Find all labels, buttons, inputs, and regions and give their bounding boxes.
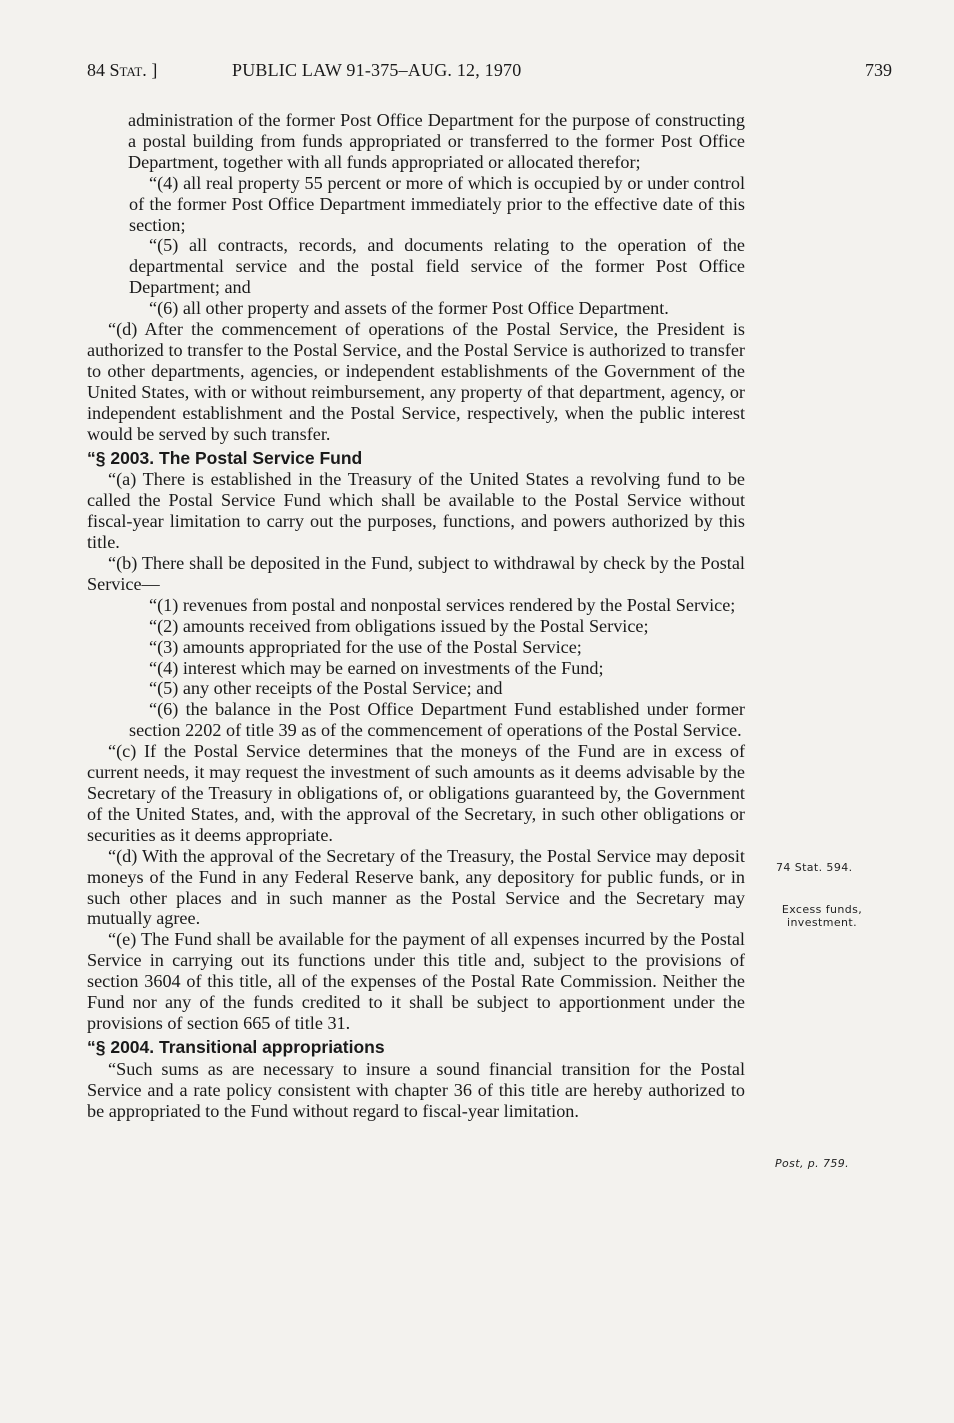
section-heading-2004: “§ 2004. Transitional appropriations — [87, 1036, 385, 1057]
page-number: 739 — [865, 60, 892, 80]
margin-note-excess-funds: Excess funds, investment. — [781, 903, 863, 929]
section-heading-2003: “§ 2003. The Postal Service Fund — [87, 447, 363, 468]
deposit-item-3: “(3) amounts appropriated for the use of the Postal Service; — [149, 636, 582, 657]
subsection-d-transfer: “(d) After the commencement of operations of the Postal Service, the President is authorized to transfer to the Postal Service, and the Postal Service is authorized to transfer to other departments, agencies, or independent establishments of the Government of the United States, with or without reimbursement, any property of that department, agency, or independent establishment and the Postal Service, respectively, when the public interest would be served by such transfer. — [87, 319, 745, 444]
deposit-item-1: “(1) revenues from postal and nonpostal services rendered by the Postal Service; — [149, 594, 736, 615]
margin-note-post-ref: Post, p. 759. — [775, 1157, 850, 1170]
transitional-appropriations-text: “Such sums as are necessary to insure a sound financial transition for the Postal Service and a rate policy consistent with chapter 36 of this title are hereby authorized to be appropriated to the Fund without regard to fiscal-year limitation. — [87, 1058, 745, 1121]
paragraph-continuation: administration of the former Post Office Department for the purpose of constructing a postal building from funds appropriated or transferred to the former Post Office Department, together with all funds appropriated or allocated therefor; — [128, 110, 745, 172]
subsection-a-fund: “(a) There is established in the Treasury of the United States a revolving fund to be called the Postal Service Fund which shall be available to the Postal Service without fiscal-year limitation to carry out the purposes, functions, and powers authorized by this title. — [87, 469, 745, 553]
margin-note-stat-ref: 74 Stat. 594. — [776, 861, 853, 874]
subsection-d-deposit: “(d) With the approval of the Secretary of the Treasury, the Postal Service may deposit moneys of the Fund in any Federal Reserve bank, any depository for public funds, or in such other places and in such manner as the Postal Service and the Secretary may mutually agree. — [87, 845, 745, 929]
stat-citation: 84 Stat. ] — [87, 60, 158, 80]
deposit-item-6: “(6) the balance in the Post Office Department Fund established under former section 2202 of title 39 as of the commencement of operations of the Postal Service. — [129, 699, 745, 741]
subsection-e-expenses: “(e) The Fund shall be available for the payment of all expenses incurred by the Postal Service in carrying out its functions under this title and, subject to the provisions of section 3604 of this title, all of the expenses of the Postal Rate Commission. Neither the Fund nor any of the funds credited to it shall be subject to apportionment under the provisions of section 665 of title 31. — [87, 929, 745, 1033]
deposit-item-2: “(2) amounts received from obligations issued by the Postal Service; — [149, 615, 649, 636]
deposit-item-5: “(5) any other receipts of the Postal Service; and — [149, 678, 503, 699]
subsection-c-investment: “(c) If the Postal Service determines that the moneys of the Fund are in excess of current needs, it may request the investment of such amounts as it deems advisable by the Secretary of the Treasury in obligations of, or obligations guaranteed by, the Government of the United States, and, with the approval of the Secretary, in such other obligations or securities as it deems appropriate. — [87, 741, 745, 845]
page-title: PUBLIC LAW 91-375–AUG. 12, 1970 — [232, 60, 522, 80]
list-item-6: “(6) all other property and assets of the former Post Office Department. — [149, 298, 669, 319]
page-header — [87, 60, 892, 84]
list-item-5: “(5) all contracts, records, and documents relating to the operation of the departmental service and the postal field service of the former Post Office Department; and — [129, 235, 745, 298]
document-body — [87, 110, 745, 1122]
list-item-4: “(4) all real property 55 percent or more of which is occupied by or under control of the former Post Office Department immediately prior to the effective date of this section; — [129, 172, 745, 235]
deposit-item-4: “(4) interest which may be earned on investments of the Fund; — [149, 657, 604, 678]
subsection-b-deposits: “(b) There shall be deposited in the Fund, subject to withdrawal by check by the Postal Service— — [87, 553, 745, 594]
